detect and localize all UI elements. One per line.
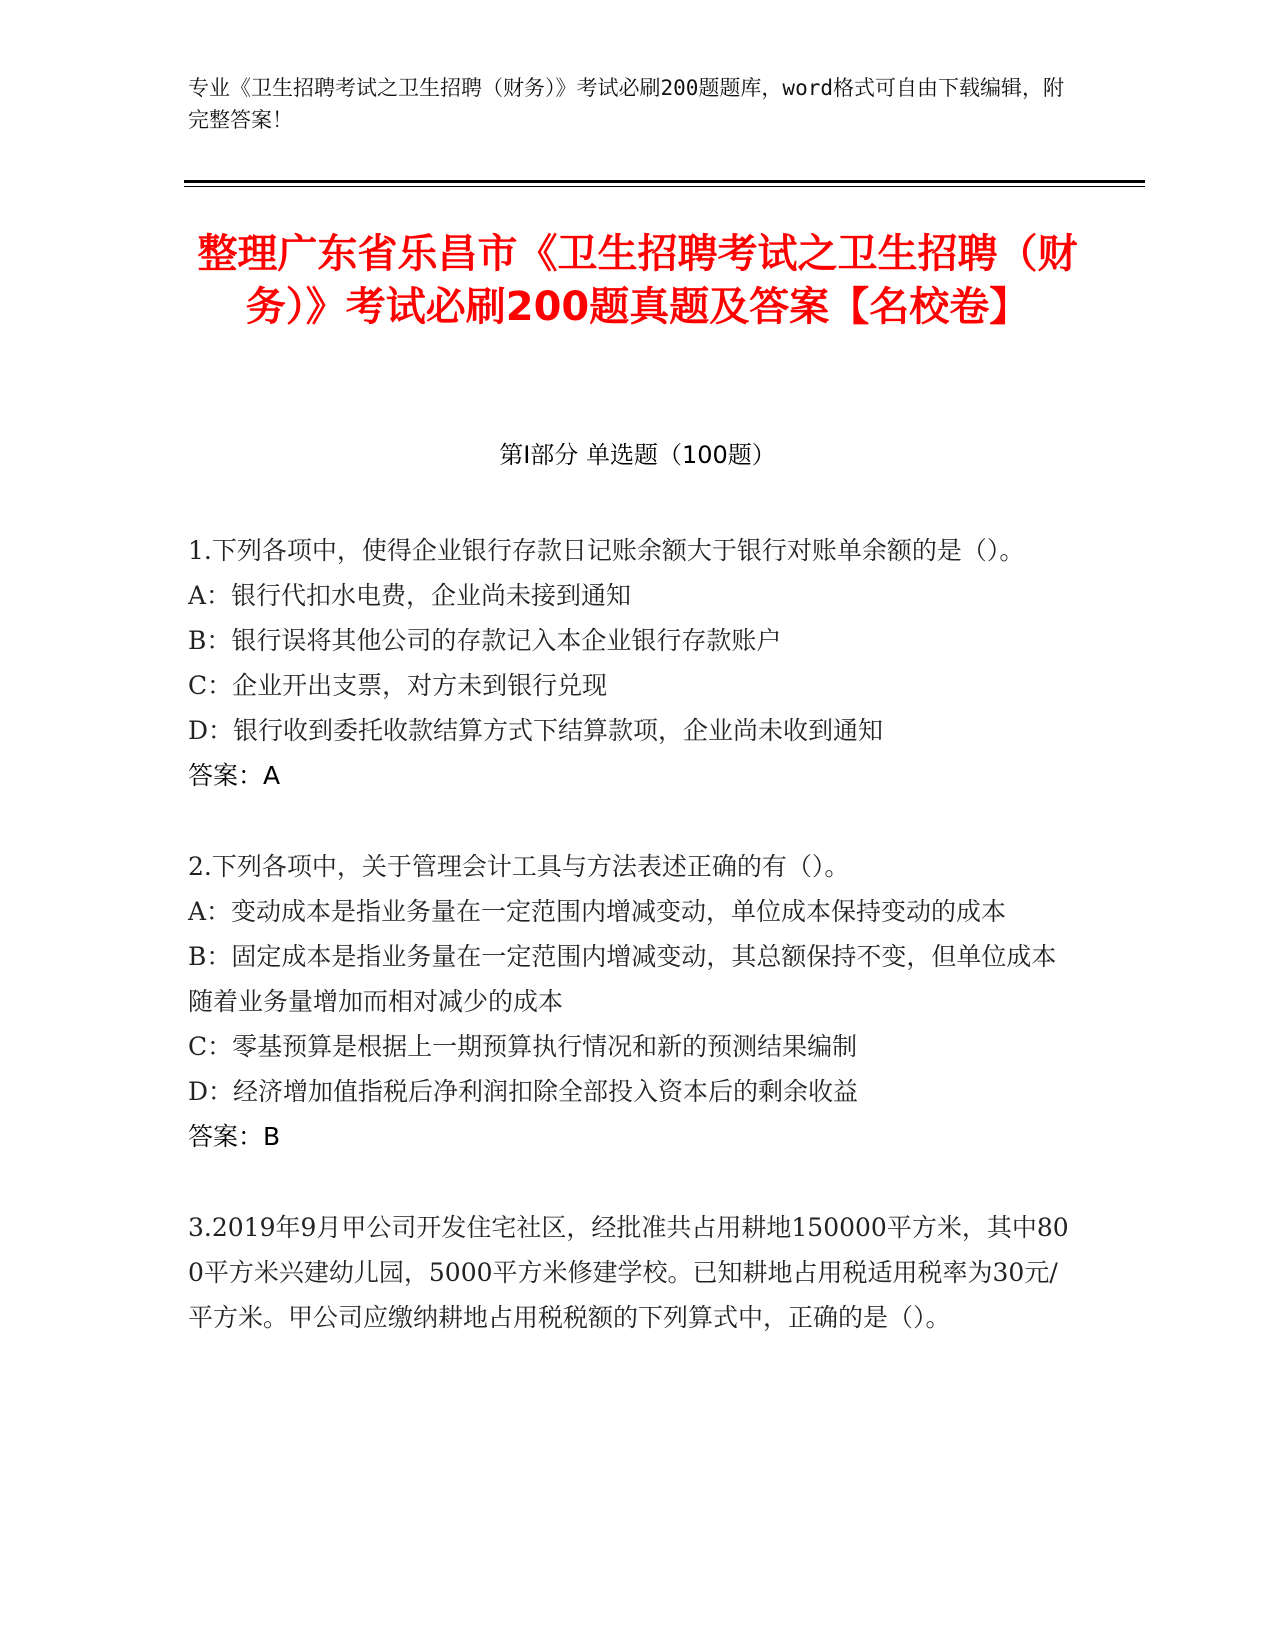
question-2 — [188, 844, 1078, 1159]
question-list — [188, 528, 1078, 1386]
header-rule-thin — [184, 186, 1145, 187]
section-title: 第I部分 单选题（100题） — [499, 441, 776, 469]
answer-text: 答案：B — [188, 1122, 281, 1151]
question-text: 2.下列各项中，关于管理会计工具与方法表述正确的有（）。 — [188, 852, 850, 881]
document-title: 整理广东省乐昌市《卫生招聘考试之卫生招聘（财务）》考试必刷200题真题及答案【名校卷】 — [197, 231, 1078, 330]
option-a: A：变动成本是指业务量在一定范围内增减变动，单位成本保持变动的成本 — [188, 897, 1007, 926]
option-a: A：银行代扣水电费，企业尚未接到通知 — [188, 581, 632, 610]
question-text: 3.2019年9月甲公司开发住宅社区，经批准共占用耕地150000平方米，其中800平方米兴建幼儿园，5000平方米修建学校。已知耕地占用税适用税率为30元/平方米。甲公司应缴纳耕地占用税税额的下列算式中，正确的是（）。 — [188, 1213, 1069, 1332]
option-d: D：银行收到委托收款结算方式下结算款项，企业尚未收到通知 — [188, 716, 884, 745]
answer-text: 答案：A — [188, 761, 281, 790]
intro-text: 专业《卫生招聘考试之卫生招聘（财务）》考试必刷200题题库，word格式可自由下载编辑，附完整答案！ — [188, 76, 1064, 132]
option-b: B：银行误将其他公司的存款记入本企业银行存款账户 — [188, 626, 782, 655]
option-d: D：经济增加值指税后净利润扣除全部投入资本后的剩余收益 — [188, 1077, 859, 1106]
question-3 — [188, 1205, 1078, 1340]
question-1 — [188, 528, 1078, 798]
option-c: C：零基预算是根据上一期预算执行情况和新的预测结果编制 — [188, 1032, 858, 1061]
option-c: C：企业开出支票，对方未到银行兑现 — [188, 671, 608, 700]
option-b: B：固定成本是指业务量在一定范围内增减变动，其总额保持不变，但单位成本随着业务量增加而相对减少的成本 — [188, 942, 1057, 1016]
header-rule-thick — [184, 180, 1145, 183]
question-text: 1.下列各项中，使得企业银行存款日记账余额大于银行对账单余额的是（）。 — [188, 536, 1025, 565]
